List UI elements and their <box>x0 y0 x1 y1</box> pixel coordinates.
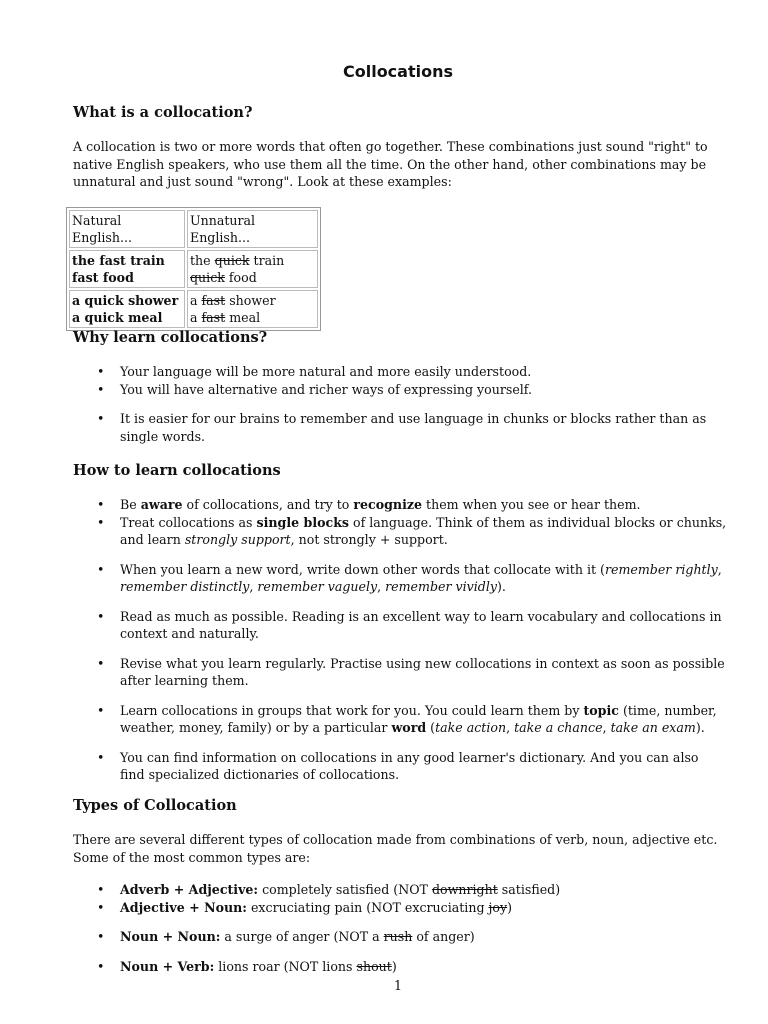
italic-example: remember vaguely <box>257 579 378 594</box>
list-item <box>97 410 727 445</box>
italic-example: take a chance <box>514 720 603 735</box>
list-item-text: them when you see or hear them. <box>422 497 641 512</box>
list-item-text: You will have alternative and richer ways of expressing yourself. <box>120 381 533 397</box>
type-label: Adjective + Noun: <box>120 899 247 915</box>
list-item <box>97 561 727 596</box>
list-item-text: ) <box>391 958 397 974</box>
list-item <box>97 899 727 917</box>
list-item-text: completely satisfied (NOT <box>258 882 432 897</box>
bullet-icon: • <box>97 561 105 577</box>
list-item-text: Read as much as possible. Reading is an excellent way to learn vocabulary and collocations in context and naturally. <box>120 608 722 641</box>
struck-word: rush <box>383 929 413 944</box>
bullet-icon: • <box>97 702 105 718</box>
list-item-text: Be <box>120 497 141 512</box>
list-item-text: (time, number, weather, money, family) or by a particular <box>120 702 717 735</box>
unnatural-cell <box>187 290 318 328</box>
intro-paragraph: A collocation is two or more words that often go together. These combinations just sound "right" to native English speakers, who use them all the time. On the other hand, other combinations may be unnatural and just sound "wrong". Look at these examples: <box>73 139 708 189</box>
list-item <box>97 363 727 381</box>
heading-how-to-learn: How to learn collocations <box>73 462 281 479</box>
list-item-text: satisfied) <box>497 882 561 897</box>
list-item-text: Your language will be more natural and more easily understood. <box>120 364 532 379</box>
type-label: Noun + Noun: <box>120 929 221 944</box>
list-item-text: , <box>377 579 386 594</box>
list-item <box>97 608 727 643</box>
italic-example: remember distinctly <box>120 579 250 594</box>
types-paragraph: There are several different types of collocation made from combinations of verb, noun, adjective etc. Some of the most common types are: <box>73 832 718 865</box>
list-item-text: It is easier for our brains to remember and use language in chunks or blocks rather than as single words. <box>120 411 707 444</box>
list-item-text: , <box>717 561 722 577</box>
list-item-text: of anger) <box>412 929 475 944</box>
list-item-text: excruciating pain (NOT excruciating <box>246 899 489 915</box>
list-item-text: ) <box>507 899 513 915</box>
list-item-text: a surge of anger (NOT a <box>220 929 384 944</box>
bold-term: topic <box>583 702 619 718</box>
why-list <box>97 363 727 445</box>
bold-term: aware <box>140 497 183 512</box>
italic-example: strongly support <box>184 532 291 547</box>
types-list <box>97 881 727 975</box>
italic-example: take action <box>435 720 507 735</box>
struck-word: shout <box>356 958 392 974</box>
list-item <box>97 496 727 514</box>
struck-word: downright <box>431 882 498 897</box>
list-item-text: You can find information on collocations in any good learner's dictionary. And you can also find specialized dictionaries of collocations. <box>120 749 699 782</box>
list-item-text: Treat collocations as <box>120 514 257 530</box>
italic-example: take an exam <box>610 720 696 735</box>
list-item <box>97 514 727 549</box>
list-item <box>97 958 727 976</box>
table-header-row <box>69 210 318 248</box>
page-title: Collocations <box>342 62 453 81</box>
unnatural-text: food <box>224 270 257 285</box>
unnatural-text: meal <box>225 310 261 325</box>
bullet-icon: • <box>97 882 105 897</box>
heading-types: Types of Collocation <box>73 797 237 814</box>
natural-cell <box>69 250 185 288</box>
list-item-text: , not strongly + support. <box>290 532 448 547</box>
bullet-icon: • <box>97 364 105 379</box>
bullet-icon: • <box>97 497 105 512</box>
header-unnatural: Unnatural English... <box>187 210 318 248</box>
type-label: Adverb + Adjective: <box>120 882 259 897</box>
list-item <box>97 928 727 946</box>
bold-term: word <box>391 720 427 735</box>
struck-word: quick <box>214 253 250 268</box>
page-number: 1 <box>393 978 402 993</box>
unnatural-text: the <box>190 253 215 268</box>
list-item-text: of language. Think of them as individual blocks or chunks, and learn <box>120 514 727 547</box>
table-row <box>69 290 318 328</box>
type-label: Noun + Verb: <box>120 958 215 974</box>
table-row <box>69 250 318 288</box>
examples-table <box>66 207 321 331</box>
list-item <box>97 381 727 399</box>
bold-term: single blocks <box>256 514 350 530</box>
natural-example: a quick shower <box>72 293 179 308</box>
bullet-icon: • <box>97 899 105 915</box>
heading-why-learn: Why learn collocations? <box>73 329 268 346</box>
list-item-text: , <box>249 579 258 594</box>
natural-cell <box>69 290 185 328</box>
struck-word: fast <box>201 310 226 325</box>
bold-term: recognize <box>353 497 423 512</box>
bullet-icon: • <box>97 608 105 624</box>
list-item-text: ( <box>426 720 436 735</box>
unnatural-text: a <box>190 310 202 325</box>
struck-word: fast <box>201 293 226 308</box>
bullet-icon: • <box>97 655 105 671</box>
natural-example: a quick meal <box>72 310 163 325</box>
list-item-text: When you learn a new word, write down other words that collocate with it ( <box>120 561 605 577</box>
list-item-text: Learn collocations in groups that work for you. You could learn them by <box>120 702 584 718</box>
natural-example: the fast train <box>72 253 165 268</box>
bullet-icon: • <box>97 411 105 426</box>
struck-word: quick <box>190 270 225 285</box>
unnatural-text: shower <box>225 293 276 308</box>
list-item-text: , <box>506 720 515 735</box>
struck-word: joy <box>488 899 508 915</box>
list-item <box>97 749 727 784</box>
natural-example: fast food <box>72 270 134 285</box>
italic-example: remember vividly <box>385 579 497 594</box>
list-item-text: ). <box>695 720 705 735</box>
bullet-icon: • <box>97 958 105 974</box>
list-item-text: lions roar (NOT lions <box>214 958 357 974</box>
list-item-text: , <box>602 720 611 735</box>
bullet-icon: • <box>97 929 105 944</box>
bullet-icon: • <box>97 749 105 765</box>
unnatural-cell <box>187 250 318 288</box>
heading-what-is: What is a collocation? <box>73 104 253 121</box>
unnatural-text: train <box>249 253 285 268</box>
italic-example: remember rightly <box>604 561 718 577</box>
bullet-icon: • <box>97 381 105 397</box>
how-list <box>97 496 727 784</box>
list-item-text: ). <box>496 579 506 594</box>
list-item <box>97 655 727 690</box>
list-item-text: Revise what you learn regularly. Practise using new collocations in context as soon as possible after learning them. <box>120 655 725 688</box>
unnatural-text: a <box>190 293 202 308</box>
list-item <box>97 702 727 737</box>
list-item <box>97 881 727 899</box>
bullet-icon: • <box>97 514 105 530</box>
list-item-text: of collocations, and try to <box>182 497 354 512</box>
header-natural: Natural English... <box>69 210 185 248</box>
